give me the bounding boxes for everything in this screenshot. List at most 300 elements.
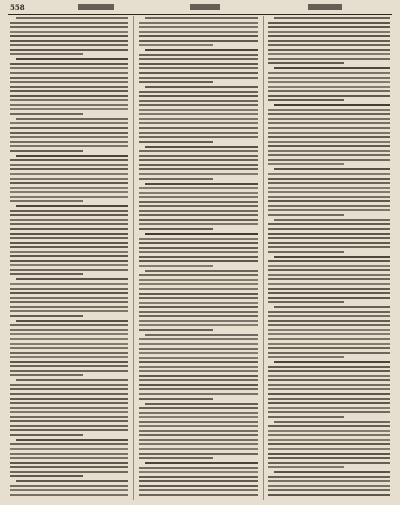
text-line bbox=[268, 141, 390, 143]
text-line bbox=[10, 457, 128, 459]
text-line bbox=[268, 494, 390, 496]
text-line bbox=[10, 196, 128, 198]
text-line bbox=[139, 379, 258, 381]
text-line bbox=[139, 127, 258, 129]
text-line bbox=[16, 118, 128, 120]
text-line bbox=[10, 494, 128, 496]
text-line bbox=[10, 499, 128, 500]
text-line bbox=[268, 237, 390, 239]
text-line bbox=[268, 49, 390, 51]
text-line bbox=[268, 187, 390, 189]
text-line bbox=[268, 329, 390, 331]
text-line bbox=[268, 40, 390, 42]
text-line bbox=[139, 178, 213, 180]
text-line bbox=[145, 146, 258, 148]
column-rule bbox=[133, 16, 134, 500]
text-line bbox=[10, 141, 128, 143]
page-header bbox=[8, 2, 392, 15]
text-line bbox=[139, 471, 258, 473]
text-line bbox=[10, 466, 128, 468]
text-line bbox=[139, 297, 258, 299]
text-line bbox=[139, 407, 258, 409]
text-line bbox=[268, 122, 390, 124]
text-line bbox=[268, 434, 390, 436]
text-line bbox=[10, 343, 128, 345]
text-line bbox=[139, 421, 258, 423]
text-line bbox=[139, 348, 258, 350]
text-line bbox=[139, 164, 258, 166]
text-line bbox=[139, 247, 258, 249]
running-head-right bbox=[308, 4, 342, 10]
text-line bbox=[10, 40, 128, 42]
text-line bbox=[139, 288, 258, 290]
text-line bbox=[139, 155, 258, 157]
text-line bbox=[268, 196, 390, 198]
text-line bbox=[139, 324, 258, 326]
text-line bbox=[139, 352, 258, 354]
text-line bbox=[10, 22, 128, 24]
text-line bbox=[268, 356, 344, 358]
text-line bbox=[139, 118, 258, 120]
text-line bbox=[10, 214, 128, 216]
text-line bbox=[268, 113, 390, 115]
text-line bbox=[268, 223, 390, 225]
text-line bbox=[10, 402, 128, 404]
text-line bbox=[139, 453, 258, 455]
text-line bbox=[268, 480, 390, 482]
text-line bbox=[268, 379, 390, 381]
text-line bbox=[10, 95, 128, 97]
text-line bbox=[268, 333, 390, 335]
text-line bbox=[139, 136, 258, 138]
text-line bbox=[268, 251, 344, 253]
text-line bbox=[268, 22, 390, 24]
text-line bbox=[139, 361, 258, 363]
text-line bbox=[268, 425, 390, 427]
text-line bbox=[16, 17, 128, 19]
text-line bbox=[10, 315, 83, 317]
text-line bbox=[268, 278, 390, 280]
text-line bbox=[268, 343, 390, 345]
text-line bbox=[139, 58, 258, 60]
text-line bbox=[10, 429, 128, 431]
text-line bbox=[139, 315, 258, 317]
text-line bbox=[268, 352, 390, 354]
text-line bbox=[10, 485, 128, 487]
text-line bbox=[268, 173, 390, 175]
text-line bbox=[139, 219, 258, 221]
text-line bbox=[268, 163, 344, 165]
text-line bbox=[268, 58, 390, 60]
page-number: 558 bbox=[10, 3, 25, 12]
text-line bbox=[10, 81, 128, 83]
text-line bbox=[268, 95, 390, 97]
text-line bbox=[139, 279, 258, 281]
text-line bbox=[10, 333, 128, 335]
text-line bbox=[268, 228, 390, 230]
text-line bbox=[268, 388, 390, 390]
text-line bbox=[139, 489, 258, 491]
text-line bbox=[268, 246, 390, 248]
text-line bbox=[268, 466, 344, 468]
text-line bbox=[10, 297, 128, 299]
text-line bbox=[268, 311, 390, 313]
text-line bbox=[10, 448, 128, 450]
text-line bbox=[139, 293, 258, 295]
text-line bbox=[139, 173, 258, 175]
text-line bbox=[16, 320, 128, 322]
text-line bbox=[10, 420, 128, 422]
text-line bbox=[10, 150, 83, 152]
text-line bbox=[10, 264, 128, 266]
text-line bbox=[268, 430, 390, 432]
text-line bbox=[268, 301, 344, 303]
text-line bbox=[10, 242, 128, 244]
text-line bbox=[268, 35, 390, 37]
text-line bbox=[139, 122, 258, 124]
text-line bbox=[268, 90, 390, 92]
text-line bbox=[139, 434, 258, 436]
text-line bbox=[139, 223, 258, 225]
text-line bbox=[10, 310, 128, 312]
text-line bbox=[10, 44, 128, 46]
text-line bbox=[10, 168, 128, 170]
text-line bbox=[139, 302, 258, 304]
text-line bbox=[139, 63, 258, 65]
text-line bbox=[268, 398, 390, 400]
text-line bbox=[139, 132, 258, 134]
text-line bbox=[145, 233, 258, 235]
text-line bbox=[139, 274, 258, 276]
text-line bbox=[268, 200, 390, 202]
text-line bbox=[10, 223, 128, 225]
text-line bbox=[139, 494, 258, 496]
text-line bbox=[10, 132, 128, 134]
text-line bbox=[139, 499, 258, 500]
text-line bbox=[10, 173, 128, 175]
text-line bbox=[10, 352, 128, 354]
text-line bbox=[268, 154, 390, 156]
text-line bbox=[139, 67, 258, 69]
text-line bbox=[10, 191, 128, 193]
text-line bbox=[274, 67, 390, 69]
text-line bbox=[139, 228, 213, 230]
text-line bbox=[268, 182, 390, 184]
text-line bbox=[10, 251, 128, 253]
text-line bbox=[139, 457, 213, 459]
text-line bbox=[10, 182, 128, 184]
text-line bbox=[139, 480, 258, 482]
text-line bbox=[10, 67, 128, 69]
text-line bbox=[139, 104, 258, 106]
text-line bbox=[10, 411, 128, 413]
text-line bbox=[268, 145, 390, 147]
text-line bbox=[10, 127, 128, 129]
text-line bbox=[10, 393, 128, 395]
text-line bbox=[268, 233, 390, 235]
text-line bbox=[268, 81, 390, 83]
text-line bbox=[139, 329, 213, 331]
text-line bbox=[268, 242, 390, 244]
text-line bbox=[10, 273, 83, 275]
text-line bbox=[139, 91, 258, 93]
text-line bbox=[268, 214, 344, 216]
text-line bbox=[10, 200, 83, 202]
text-line bbox=[139, 384, 258, 386]
text-line bbox=[139, 201, 258, 203]
text-line bbox=[10, 233, 128, 235]
text-line bbox=[268, 159, 390, 161]
text-line bbox=[139, 260, 258, 262]
text-line bbox=[268, 338, 390, 340]
text-line bbox=[145, 462, 258, 464]
text-column-2 bbox=[139, 17, 258, 499]
text-line bbox=[268, 485, 390, 487]
text-line bbox=[139, 109, 258, 111]
text-line bbox=[139, 366, 258, 368]
text-line bbox=[268, 132, 390, 134]
text-line bbox=[10, 453, 128, 455]
text-line bbox=[139, 210, 258, 212]
text-line bbox=[268, 283, 390, 285]
text-line bbox=[10, 489, 128, 491]
text-line bbox=[139, 192, 258, 194]
text-line bbox=[268, 439, 390, 441]
text-line bbox=[268, 448, 390, 450]
text-line bbox=[10, 283, 128, 285]
text-line bbox=[139, 77, 258, 79]
text-line bbox=[268, 416, 344, 418]
text-line bbox=[10, 113, 83, 115]
text-line bbox=[10, 374, 83, 376]
text-line bbox=[139, 425, 258, 427]
text-line bbox=[10, 31, 128, 33]
text-line bbox=[274, 219, 390, 221]
text-line bbox=[268, 407, 390, 409]
text-line bbox=[268, 288, 390, 290]
text-line bbox=[139, 35, 258, 37]
text-line bbox=[268, 53, 390, 55]
text-line bbox=[139, 238, 258, 240]
text-line bbox=[268, 476, 390, 478]
text-line bbox=[268, 370, 390, 372]
text-line bbox=[10, 347, 128, 349]
text-line bbox=[268, 315, 390, 317]
text-line bbox=[268, 443, 390, 445]
text-line bbox=[268, 260, 390, 262]
text-line bbox=[139, 159, 258, 161]
text-line bbox=[10, 187, 128, 189]
text-line bbox=[274, 471, 390, 473]
text-line bbox=[139, 168, 258, 170]
text-line bbox=[268, 86, 390, 88]
text-line bbox=[268, 26, 390, 28]
text-line bbox=[139, 26, 258, 28]
text-line bbox=[10, 269, 128, 271]
text-line bbox=[10, 108, 128, 110]
text-line bbox=[10, 228, 128, 230]
text-line bbox=[139, 22, 258, 24]
text-line bbox=[10, 255, 128, 257]
text-line bbox=[139, 54, 258, 56]
text-line bbox=[268, 191, 390, 193]
text-line bbox=[268, 297, 390, 299]
running-head-center bbox=[190, 4, 220, 10]
text-line bbox=[145, 86, 258, 88]
text-line bbox=[16, 278, 128, 280]
text-line bbox=[268, 274, 390, 276]
text-line bbox=[16, 480, 128, 482]
text-line bbox=[139, 398, 213, 400]
text-line bbox=[268, 109, 390, 111]
text-line bbox=[10, 246, 128, 248]
text-line bbox=[145, 403, 258, 405]
text-line bbox=[268, 205, 390, 207]
text-line bbox=[139, 467, 258, 469]
text-line bbox=[268, 320, 390, 322]
text-line bbox=[268, 489, 390, 491]
text-line bbox=[139, 205, 258, 207]
text-line bbox=[139, 31, 258, 33]
text-line bbox=[139, 196, 258, 198]
text-line bbox=[10, 35, 128, 37]
text-line bbox=[10, 86, 128, 88]
text-line bbox=[10, 145, 128, 147]
text-line bbox=[268, 453, 390, 455]
text-line bbox=[268, 265, 390, 267]
text-line bbox=[10, 462, 128, 464]
text-line bbox=[10, 99, 128, 101]
text-line bbox=[145, 17, 258, 19]
text-line bbox=[274, 421, 390, 423]
text-line bbox=[268, 457, 390, 459]
text-line bbox=[10, 49, 128, 51]
text-line bbox=[10, 210, 128, 212]
text-line bbox=[139, 393, 258, 395]
text-line bbox=[274, 306, 390, 308]
text-line bbox=[10, 260, 128, 262]
text-line bbox=[10, 329, 128, 331]
text-line bbox=[268, 347, 390, 349]
text-line bbox=[139, 375, 258, 377]
text-line bbox=[10, 122, 128, 124]
text-line bbox=[10, 77, 128, 79]
text-line bbox=[268, 44, 390, 46]
text-line bbox=[268, 292, 390, 294]
text-line bbox=[274, 361, 390, 363]
text-line bbox=[139, 476, 258, 478]
text-line bbox=[268, 136, 390, 138]
text-line bbox=[16, 205, 128, 207]
text-line bbox=[10, 443, 128, 445]
text-line bbox=[10, 164, 128, 166]
text-line bbox=[10, 72, 128, 74]
text-line bbox=[268, 402, 390, 404]
text-line bbox=[139, 95, 258, 97]
text-line bbox=[10, 338, 128, 340]
text-line bbox=[10, 356, 128, 358]
text-line bbox=[10, 288, 128, 290]
text-line bbox=[139, 251, 258, 253]
text-line bbox=[274, 168, 390, 170]
text-line bbox=[16, 439, 128, 441]
text-line bbox=[139, 81, 213, 83]
text-line bbox=[10, 63, 128, 65]
text-line bbox=[145, 334, 258, 336]
text-line bbox=[268, 462, 390, 464]
text-line bbox=[10, 159, 128, 161]
text-line bbox=[10, 178, 128, 180]
text-line bbox=[139, 485, 258, 487]
text-line bbox=[139, 242, 258, 244]
text-line bbox=[139, 388, 258, 390]
text-line bbox=[10, 90, 128, 92]
text-line bbox=[139, 412, 258, 414]
text-line bbox=[139, 439, 258, 441]
text-line bbox=[139, 72, 258, 74]
text-line bbox=[268, 62, 344, 64]
text-line bbox=[10, 425, 128, 427]
text-line bbox=[274, 256, 390, 258]
text-line bbox=[268, 127, 390, 129]
text-line bbox=[139, 430, 258, 432]
text-line bbox=[268, 393, 390, 395]
text-line bbox=[139, 283, 258, 285]
text-line bbox=[10, 434, 83, 436]
text-line bbox=[139, 320, 258, 322]
text-line bbox=[10, 104, 128, 106]
column-rule bbox=[263, 16, 264, 500]
text-line bbox=[268, 366, 390, 368]
text-line bbox=[139, 265, 213, 267]
text-line bbox=[10, 388, 128, 390]
text-line bbox=[10, 301, 128, 303]
text-line bbox=[16, 379, 128, 381]
text-line bbox=[145, 183, 258, 185]
text-line bbox=[139, 100, 258, 102]
text-line bbox=[139, 256, 258, 258]
text-line bbox=[10, 407, 128, 409]
text-line bbox=[268, 375, 390, 377]
text-line bbox=[268, 77, 390, 79]
text-line bbox=[139, 306, 258, 308]
text-line bbox=[10, 26, 128, 28]
text-line bbox=[268, 150, 390, 152]
text-line bbox=[274, 104, 390, 106]
text-line bbox=[10, 384, 128, 386]
text-line bbox=[10, 361, 128, 363]
text-line bbox=[10, 306, 128, 308]
text-line bbox=[139, 150, 258, 152]
text-line bbox=[274, 17, 390, 19]
text-line bbox=[10, 136, 128, 138]
text-line bbox=[10, 365, 128, 367]
text-line bbox=[139, 44, 213, 46]
text-line bbox=[139, 370, 258, 372]
text-line bbox=[139, 311, 258, 313]
text-line bbox=[10, 292, 128, 294]
text-line bbox=[268, 178, 390, 180]
text-line bbox=[10, 53, 83, 55]
text-line bbox=[10, 398, 128, 400]
text-line bbox=[145, 270, 258, 272]
text-line bbox=[268, 269, 390, 271]
text-line bbox=[268, 118, 390, 120]
text-line bbox=[139, 448, 258, 450]
text-line bbox=[139, 214, 258, 216]
text-line bbox=[16, 58, 128, 60]
text-line bbox=[268, 499, 390, 500]
